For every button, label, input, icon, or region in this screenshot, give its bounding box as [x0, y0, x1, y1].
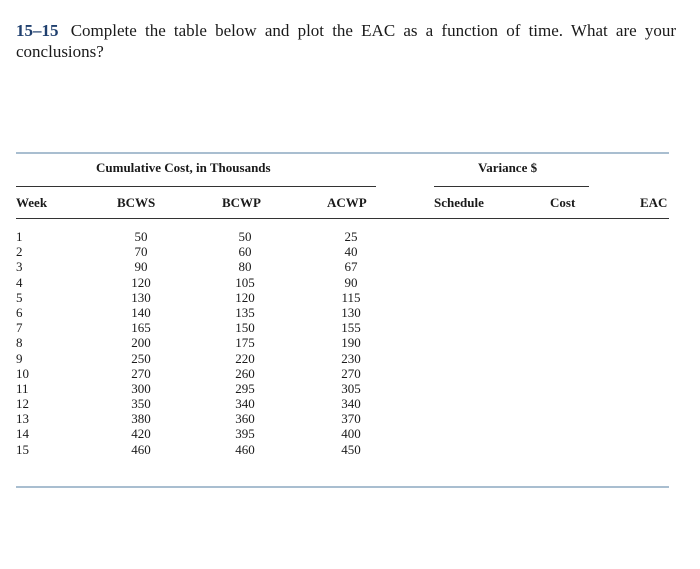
week-cell: 1	[16, 229, 23, 244]
header-bottom-rule	[16, 218, 669, 219]
week-cell: 7	[16, 320, 23, 336]
col-header-bcws: BCWS	[117, 195, 156, 210]
table-row	[16, 381, 669, 396]
problem-text: Complete the table below and plot the EAC as a function of time. What are your conclusions?	[16, 21, 676, 61]
bcwp-cell: 80	[238, 259, 252, 275]
week-cell: 15	[16, 441, 29, 457]
week-cell: 4	[16, 274, 23, 290]
acwp-cell: 190	[341, 335, 361, 351]
col-header-acwp: ACWP	[327, 195, 367, 210]
acwp-cell: 155	[341, 320, 361, 336]
bcws-cell: 270	[131, 365, 151, 381]
week-cell: 3	[16, 259, 23, 275]
week-cell: 12	[16, 396, 29, 412]
table-row	[16, 275, 669, 290]
bcws-cell: 130	[131, 289, 151, 305]
variance-header: Variance $	[478, 160, 538, 175]
table-row	[16, 305, 669, 320]
acwp-cell: 230	[341, 350, 361, 366]
bcwp-cell: 260	[235, 365, 255, 381]
bcws-cell: 300	[131, 380, 151, 396]
bcws-cell: 165	[131, 320, 151, 336]
acwp-cell: 67	[344, 259, 358, 275]
acwp-cell: 305	[341, 380, 361, 396]
bcwp-cell: 60	[238, 244, 252, 260]
col-header-eac: EAC	[640, 195, 668, 210]
col-header-schedule: Schedule	[434, 195, 484, 210]
bcwp-cell: 135	[235, 304, 255, 320]
week-cell: 13	[16, 411, 29, 427]
bcwp-cell: 150	[235, 320, 255, 336]
bcws-cell: 70	[134, 244, 148, 260]
bcwp-cell: 175	[235, 335, 255, 351]
bcws-cell: 350	[131, 396, 151, 412]
bcwp-cell: 105	[235, 274, 255, 290]
bcws-cell: 460	[131, 441, 151, 457]
bcws-cell: 420	[131, 426, 151, 442]
bcwp-cell: 295	[235, 380, 255, 396]
col-header-week: Week	[16, 195, 48, 210]
table-top-rule	[16, 152, 669, 154]
bcws-cell: 50	[134, 229, 148, 244]
table-row	[16, 426, 669, 441]
table-row	[16, 411, 669, 426]
acwp-cell: 90	[344, 274, 358, 290]
acwp-cell: 400	[341, 426, 361, 442]
table-row	[16, 290, 669, 305]
table-row	[16, 396, 669, 411]
table-row	[16, 229, 669, 244]
variance-underline	[434, 186, 589, 187]
problem-statement	[16, 20, 676, 62]
bcws-cell: 120	[131, 274, 151, 290]
cumulative-cost-header: Cumulative Cost, in Thousands	[96, 160, 271, 175]
bcws-cell: 140	[131, 304, 151, 320]
week-cell: 2	[16, 244, 23, 260]
acwp-cell: 25	[344, 229, 358, 244]
table-bottom-rule	[16, 486, 669, 488]
acwp-cell: 115	[341, 289, 361, 305]
problem-number: 15–15	[16, 21, 59, 40]
bcwp-cell: 220	[235, 350, 255, 366]
week-cell: 8	[16, 335, 23, 351]
table-row	[16, 366, 669, 381]
table-body	[16, 229, 669, 457]
week-cell: 6	[16, 304, 23, 320]
bcwp-cell: 50	[238, 229, 252, 244]
bcws-cell: 250	[131, 350, 151, 366]
bcwp-cell: 120	[235, 289, 255, 305]
acwp-cell: 40	[344, 244, 358, 260]
table-row	[16, 244, 669, 259]
table-row	[16, 320, 669, 335]
week-cell: 9	[16, 350, 23, 366]
week-cell: 10	[16, 365, 29, 381]
cumulative-underline	[16, 186, 376, 187]
week-cell: 5	[16, 289, 23, 305]
bcwp-cell: 360	[235, 411, 255, 427]
table-row	[16, 335, 669, 350]
acwp-cell: 270	[341, 365, 361, 381]
col-header-cost: Cost	[550, 195, 576, 210]
bcws-cell: 90	[134, 259, 148, 275]
week-cell: 11	[16, 380, 29, 396]
bcwp-cell: 340	[235, 396, 255, 412]
bcwp-cell: 460	[235, 441, 255, 457]
table-row	[16, 442, 669, 457]
bcwp-cell: 395	[235, 426, 255, 442]
week-cell: 14	[16, 426, 29, 442]
acwp-cell: 450	[341, 441, 361, 457]
table-row	[16, 351, 669, 366]
table-row	[16, 259, 669, 274]
acwp-cell: 340	[341, 396, 361, 412]
acwp-cell: 130	[341, 304, 361, 320]
acwp-cell: 370	[341, 411, 361, 427]
col-header-bcwp: BCWP	[222, 195, 261, 210]
bcws-cell: 200	[131, 335, 151, 351]
bcws-cell: 380	[131, 411, 151, 427]
